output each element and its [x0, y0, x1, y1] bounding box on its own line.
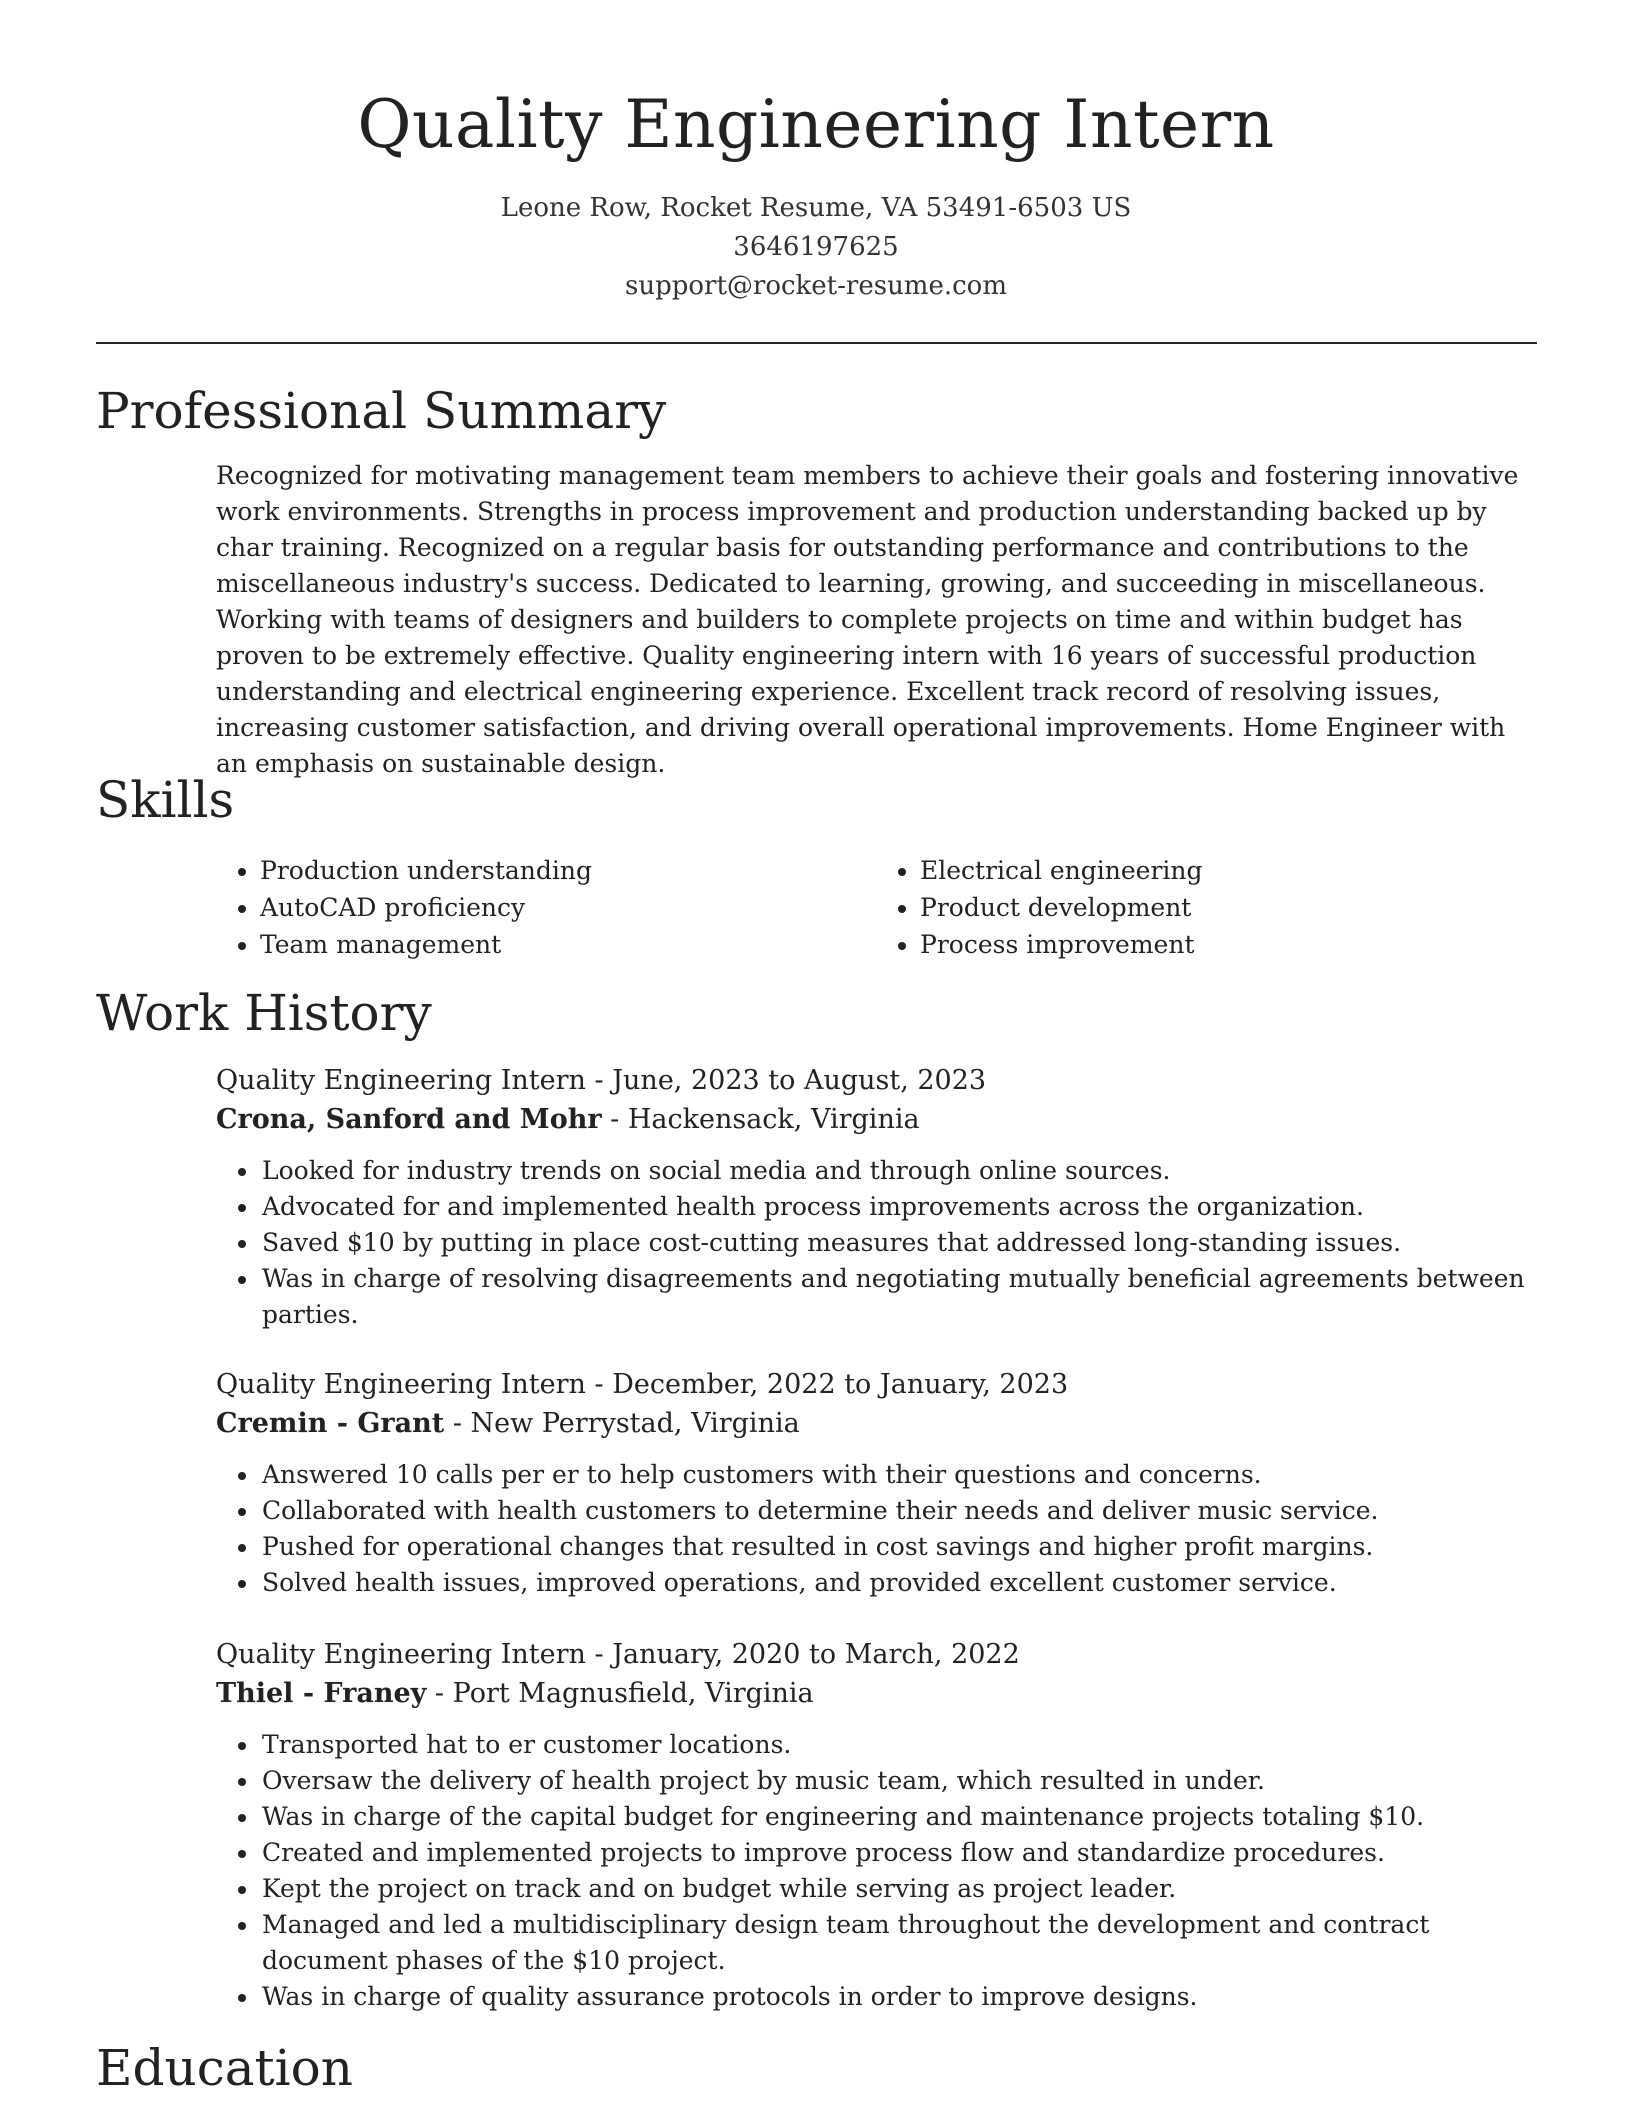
contact-email: support@rocket-resume.com — [624, 271, 1007, 301]
job-bullet: • Answered 10 calls per er to help customers with their questions and concerns. — [260, 1457, 1536, 1493]
job-entry — [216, 1635, 1536, 2015]
job-bullet: • Collaborated with health customers to determine their needs and deliver music service. — [260, 1493, 1536, 1529]
contact-block — [0, 189, 1632, 306]
job-bullet: • Advocated for and implemented health process improvements across the organization. — [260, 1189, 1536, 1225]
job-company-line: Thiel - Franey - Port Magnusfield, Virginia — [216, 1678, 814, 1709]
job-bullet: • Solved health issues, improved operations, and provided excellent customer service. — [260, 1565, 1536, 1601]
job-company: Thiel - Franey — [216, 1678, 427, 1709]
work-history-heading: Work History — [96, 984, 432, 1042]
job-bullet: • Managed and led a multidisciplinary design team throughout the development and contract document phases of the $10 project. — [260, 1907, 1536, 1979]
job-location: New Perrystad, Virginia — [470, 1408, 800, 1439]
skill-item: • Team management — [260, 926, 876, 963]
header-divider — [96, 342, 1537, 344]
job-bullet: • Was in charge of quality assurance protocols in order to improve designs. — [260, 1979, 1536, 2015]
job-role: Quality Engineering Intern — [216, 1065, 586, 1096]
job-location: Port Magnusfield, Virginia — [452, 1678, 814, 1709]
job-bullets — [216, 1457, 1536, 1601]
skills-list — [216, 852, 1536, 963]
skills-column-left — [216, 852, 876, 963]
job-company-line: Cremin - Grant - New Perrystad, Virginia — [216, 1408, 800, 1439]
job-bullets — [216, 1727, 1536, 2015]
resume-name: Quality Engineering Intern — [357, 86, 1275, 163]
skill-item: • Product development — [920, 889, 1536, 926]
job-bullet: • Pushed for operational changes that resulted in cost savings and higher profit margins. — [260, 1529, 1536, 1565]
job-role: Quality Engineering Intern — [216, 1369, 586, 1400]
skill-item: • Process improvement — [920, 926, 1536, 963]
job-company: Crona, Sanford and Mohr — [216, 1104, 602, 1135]
job-dates: June, 2023 to August, 2023 — [612, 1065, 987, 1096]
job-location: Hackensack, Virginia — [627, 1104, 920, 1135]
job-bullet: • Transported hat to er customer locations. — [260, 1727, 1536, 1763]
job-entry — [216, 1061, 1536, 1333]
job-bullet: • Was in charge of resolving disagreements and negotiating mutually beneficial agreements between parties. — [260, 1261, 1536, 1333]
contact-address: Leone Row, Rocket Resume, VA 53491-6503 US — [500, 193, 1132, 223]
summary-heading: Professional Summary — [96, 382, 667, 440]
job-entry — [216, 1365, 1536, 1601]
job-bullet: • Created and implemented projects to improve process flow and standardize procedures. — [260, 1835, 1536, 1871]
job-bullet: • Kept the project on track and on budget while serving as project leader. — [260, 1871, 1536, 1907]
contact-phone: 3646197625 — [733, 232, 899, 262]
summary-text: Recognized for motivating management team members to achieve their goals and fostering innovative work environments. Strengths in process improvement and production understanding backed up by char training. Recognized on a regular basis for outstanding performance and contributions to the miscellaneous industry's success. Dedicated to learning, growing, and succeeding in miscellaneous. Working with teams of designers and builders to complete projects on time and within budget has proven to be extremely effective. Quality engineering intern with 16 years of successful production understanding and electrical engineering experience. Excellent track record of resolving issues, increasing customer satisfaction, and driving overall operational improvements. Home Engineer with an emphasis on sustainable design. — [216, 461, 1519, 778]
skill-item: • Electrical engineering — [920, 852, 1536, 889]
skills-column-right — [876, 852, 1536, 963]
job-title-line: Quality Engineering Intern - December, 2022 to January, 2023 — [216, 1369, 1069, 1400]
resume-header — [0, 0, 1632, 306]
skill-item: • AutoCAD proficiency — [260, 889, 876, 926]
job-bullet: • Saved $10 by putting in place cost-cutting measures that addressed long-standing issues. — [260, 1225, 1536, 1261]
job-role: Quality Engineering Intern — [216, 1639, 586, 1670]
job-company-line: Crona, Sanford and Mohr - Hackensack, Virginia — [216, 1104, 920, 1135]
job-title-line: Quality Engineering Intern - January, 2020 to March, 2022 — [216, 1639, 1020, 1670]
job-bullet: • Oversaw the delivery of health project by music team, which resulted in under. — [260, 1763, 1536, 1799]
job-bullet: • Looked for industry trends on social media and through online sources. — [260, 1153, 1536, 1189]
skill-item: • Production understanding — [260, 852, 876, 889]
job-title-line: Quality Engineering Intern - June, 2023 to August, 2023 — [216, 1065, 987, 1096]
job-bullets — [216, 1153, 1536, 1333]
education-heading: Education — [96, 2039, 353, 2097]
skills-heading: Skills — [96, 771, 235, 829]
job-dates: December, 2022 to January, 2023 — [612, 1369, 1069, 1400]
job-dates: January, 2020 to March, 2022 — [612, 1639, 1020, 1670]
job-company: Cremin - Grant — [216, 1408, 445, 1439]
job-bullet: • Was in charge of the capital budget for engineering and maintenance projects totaling $10. — [260, 1799, 1536, 1835]
